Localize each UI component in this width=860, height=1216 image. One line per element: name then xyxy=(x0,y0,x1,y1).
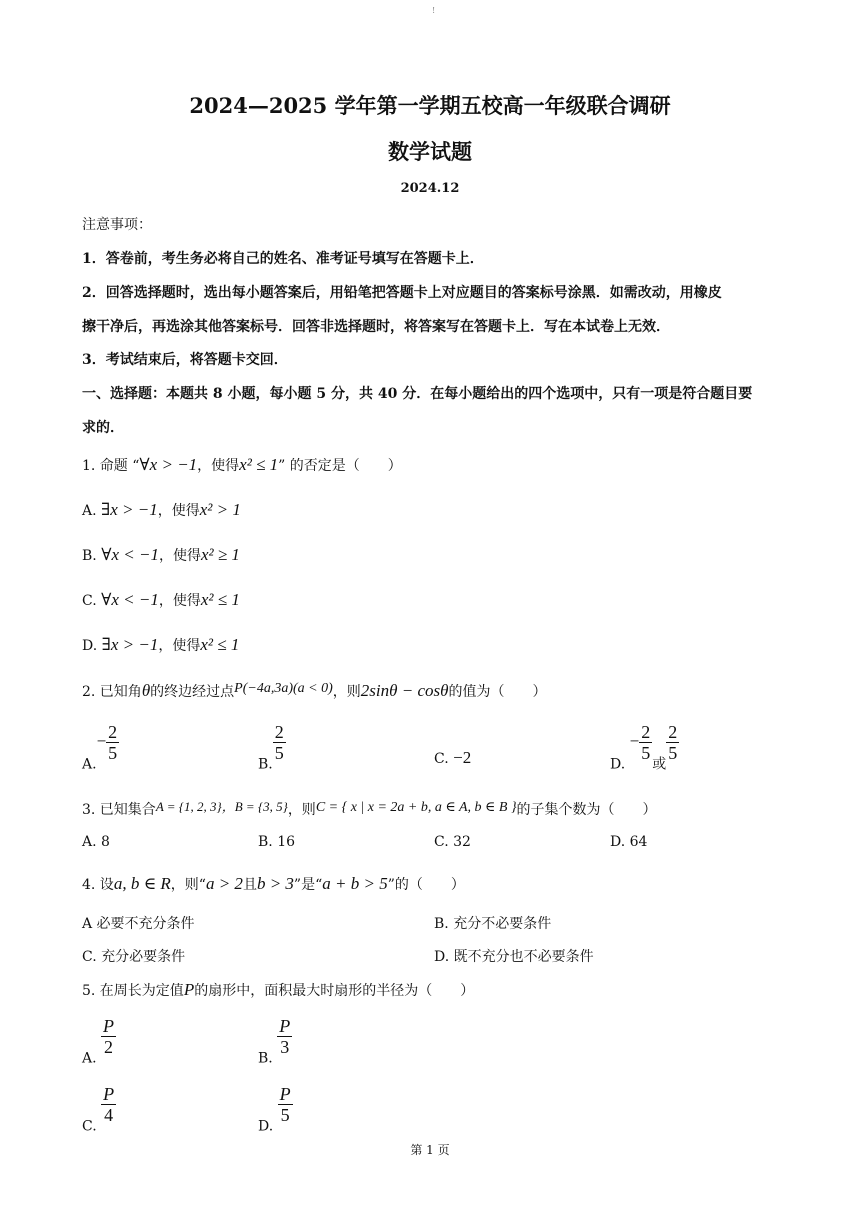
question-5-option-d[interactable]: D. $\frac{P}{5}$ xyxy=(258,1084,291,1135)
question-3-option-d[interactable]: D. 64 xyxy=(610,834,648,850)
question-1-stem: 1. 命题 “∀x > −1，使得x² ≤ 1” 的否定是（ ） xyxy=(82,455,402,474)
question-1-option-a[interactable]: A. ∃x > −1，使得x² > 1 xyxy=(82,500,241,519)
exam-title: 2024—2025 学年第一学期五校高一年级联合调研 xyxy=(189,93,671,118)
question-2-option-b[interactable]: B. $\frac{2}{5}$ xyxy=(258,722,284,773)
notice-item-1: 1．答卷前，考生务必将自己的姓名、准考证号填写在答题卡上． xyxy=(82,251,484,267)
question-4-option-d[interactable]: D. 既不充分也不必要条件 xyxy=(434,949,594,965)
top-mark: ! xyxy=(432,6,436,15)
question-1-option-b[interactable]: B. ∀x < −1，使得x² ≥ 1 xyxy=(82,545,240,564)
exam-date: 2024.12 xyxy=(400,181,460,196)
question-3-option-a[interactable]: A. 8 xyxy=(82,834,110,850)
question-1-option-c[interactable]: C. ∀x < −1，使得x² ≤ 1 xyxy=(82,590,240,609)
notice-item-2-line-1: 2．回答选择题时，选出每小题答案后，用铅笔把答题卡上对应题目的答案标号涂黑．如需改动，用橡皮 xyxy=(82,285,722,301)
question-4-option-a[interactable]: A 必要不充分条件 xyxy=(82,916,195,932)
question-2-option-c[interactable]: C. −2 xyxy=(434,748,472,767)
notice-item-2-line-2: 擦干净后，再选涂其他答案标号．回答非选择题时，将答案写在答题卡上．写在本试卷上无效． xyxy=(82,319,670,335)
exam-subtitle: 数学试题 xyxy=(388,139,472,164)
notice-heading: 注意事项： xyxy=(82,217,152,233)
question-5-stem: 5. 在周长为定值P的扇形中，面积最大时扇形的半径为（ ） xyxy=(82,980,475,999)
question-1-option-d[interactable]: D. ∃x > −1，使得x² ≤ 1 xyxy=(82,635,240,654)
question-3-stem: 3. 已知集合A = {1, 2, 3}，B = {3, 5}，则C = { x | x = 2a + b, a ∈ A, b ∈ B }的子集个数为（ ） xyxy=(82,799,657,818)
notice-item-3: 3．考试结束后，将答题卡交回． xyxy=(82,352,288,368)
question-3-option-c[interactable]: C. 32 xyxy=(434,834,471,850)
section-1-heading-line-1: 一、选择题：本题共 8 小题，每小题 5 分，共 40 分．在每小题给出的四个选项中，只有一项是符合题目要 xyxy=(82,386,753,402)
question-5-option-a[interactable]: A. $\frac{P}{2}$ xyxy=(82,1016,115,1067)
question-4-option-c[interactable]: C. 充分必要条件 xyxy=(82,949,186,965)
question-5-option-c[interactable]: C. $\frac{P}{4}$ xyxy=(82,1084,115,1135)
question-2-option-a[interactable]: A.− $\frac{2}{5}$ xyxy=(82,722,118,773)
question-5-option-b[interactable]: B. $\frac{P}{3}$ xyxy=(258,1016,291,1067)
question-4-option-b[interactable]: B. 充分不必要条件 xyxy=(434,916,552,932)
page-number: 第 1 页 xyxy=(410,1143,450,1157)
question-2-option-d[interactable]: D. − $\frac{2}{5}$ 或 $\frac{2}{5}$ xyxy=(610,722,678,773)
question-4-stem: 4. 设a, b ∈ R，则“a > 2且b > 3”是“a + b > 5”的（ ） xyxy=(82,874,465,893)
question-3-option-b[interactable]: B. 16 xyxy=(258,834,296,850)
question-2-stem: 2. 已知角θ的终边经过点P(−4a,3a)(a < 0)，则2sinθ − cosθ的值为（ ） xyxy=(82,681,547,700)
section-1-heading-line-2: 求的． xyxy=(82,420,124,436)
